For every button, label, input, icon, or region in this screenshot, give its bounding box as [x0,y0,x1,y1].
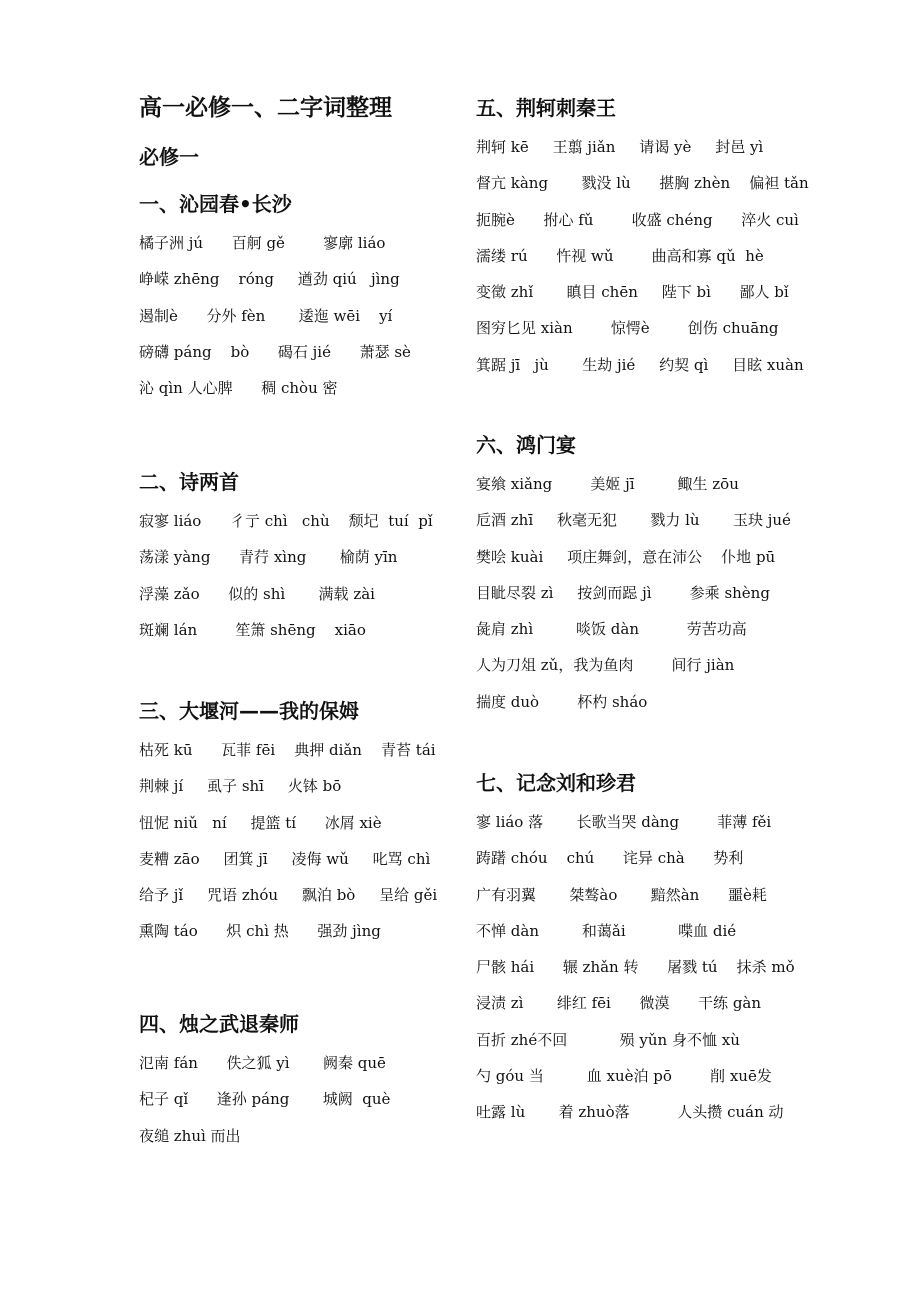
section-heading: 六、鸿门宴 [476,433,576,457]
vocab-line: 枯死 kū 瓦菲 fēi 典押 diǎn 青苔 tái [139,741,436,759]
vocab-line: 磅礴 páng bò 碣石 jié 萧瑟 sè [139,342,411,361]
vocab-line: 荡漾 yàng 青荇 xìng 榆荫 yīn [139,548,398,567]
vocab-line: 百折 zhé不回 殒 yǔn 身不恤 xù [476,1030,740,1049]
vocab-line: 图穷匕见 xiàn 惊愕è 创伤 chuāng [476,319,779,338]
vocab-line: 荆轲 kē 王翦 jiǎn 请谒 yè 封邑 yì [476,138,764,156]
vocab-line: 沁 qìn 人心脾 稠 chòu 密 [139,379,338,398]
vocab-line: 杞子 qǐ 逢孙 páng 城阙 què [139,1090,391,1109]
vocab-line: 峥嵘 zhēng róng 遒劲 qiú jìng [139,270,400,289]
section-heading: 五、荆轲刺秦王 [476,96,616,120]
section-hongmenyan [476,430,791,720]
vocab-line: 遏制è 分外 fèn 逶迤 wēi yí [139,306,393,325]
section-zhuzhiwu [139,1009,390,1154]
vocab-line: 扼腕è 拊心 fǔ 收盛 chéng 淬火 cuì [476,210,799,229]
vocab-line: 卮酒 zhī 秋毫无犯 戮力 lù 玉玦 jué [476,511,791,530]
vocab-line: 吐露 lù 着 zhuò落 人头攒 cuán 动 [476,1103,784,1122]
vocab-line: 氾南 fán 佚之狐 yì 阙秦 quē [139,1054,386,1072]
document-title: 高一必修一、二字词整理 [139,95,392,121]
vocab-line: 樊哙 kuài 项庄舞剑，意在沛公 仆地 pū [476,547,776,566]
vocab-line: 广有羽翼 桀骜ào 黯然àn 噩è耗 [476,885,767,904]
vocab-line: 浸渍 zì 绯红 fēi 微漠 干练 gàn [476,994,762,1013]
vocab-line: 斑斓 lán 笙箫 shēng xiāo [139,620,366,639]
vocab-line: 勺 góu 当 血 xuè泊 pō 削 xuē发 [476,1067,772,1086]
vocab-line: 变徵 zhǐ 瞋目 chēn 陛下 bì 鄙人 bǐ [476,283,789,302]
vocab-line: 宴飨 xiǎng 美姬 jī 鲰生 zōu [476,475,739,493]
vocab-line: 寂寥 liáo 彳亍 chì chù 颓圮 tuí pǐ [139,512,433,530]
section-heading: 四、烛之武退秦师 [139,1012,299,1036]
section-qinyuanchun [139,189,411,406]
vocab-line: 熏陶 táo 炽 chì 热 强劲 jìng [139,922,381,941]
vocab-line: 麦糟 zāo 团箕 jī 凌侮 wǔ 叱骂 chì [139,849,431,868]
vocab-line: 人为刀俎 zǔ，我为鱼肉 间行 jiàn [476,656,735,675]
volume-subtitle: 必修一 [139,145,199,169]
vocab-line: 寥 liáo 落 长歌当哭 dàng 菲薄 fěi [476,813,772,831]
section-shi-liang-shou [139,467,433,648]
vocab-line: 给予 jǐ 咒语 zhóu 飘泊 bò 呈给 gěi [139,886,438,905]
vocab-line: 目眦尽裂 zì 按剑而跽 jì 参乘 shèng [476,583,770,602]
section-liuhezhen [476,768,795,1131]
vocab-line: 揣度 duò 杯杓 sháo [476,692,648,711]
vocab-line: 浮藻 zǎo 似的 shì 满载 zài [139,584,375,603]
vocab-line: 踌躇 chóu chú 诧异 chà 势利 [476,849,744,868]
vocab-line: 荆棘 jí 虱子 shī 火钵 bō [139,777,342,796]
section-heading: 二、诗两首 [139,470,239,494]
vocab-line: 夜缒 zhuì 而出 [139,1126,241,1145]
section-jingke [476,93,809,383]
section-dayanhe [139,696,437,950]
vocab-line: 彘肩 zhì 啖饭 dàn 劳苦功高 [476,620,747,639]
section-heading: 七、记念刘和珍君 [476,771,636,795]
vocab-line: 督亢 kàng 戮没 lù 揕胸 zhèn 偏袒 tǎn [476,174,809,193]
vocab-line: 濡缕 rú 忤视 wǔ 曲高和寡 qǔ hè [476,246,764,265]
vocab-line: 忸怩 niǔ ní 提篮 tí 冰屑 xiè [139,813,382,832]
vocab-line: 橘子洲 jú 百舸 gě 寥廓 liáo [139,234,386,252]
section-heading: 一、沁园春•长沙 [139,192,292,216]
vocab-line: 不惮 dàn 和蔼ǎi 喋血 dié [476,921,737,940]
section-heading: 三、大堰河——我的保姆 [139,699,359,723]
vocab-line: 箕踞 jī jù 生劫 jié 约契 qì 目眩 xuàn [476,355,804,374]
vocab-line: 尸骸 hái 辗 zhǎn 转 屠戮 tú 抹杀 mǒ [476,958,795,977]
